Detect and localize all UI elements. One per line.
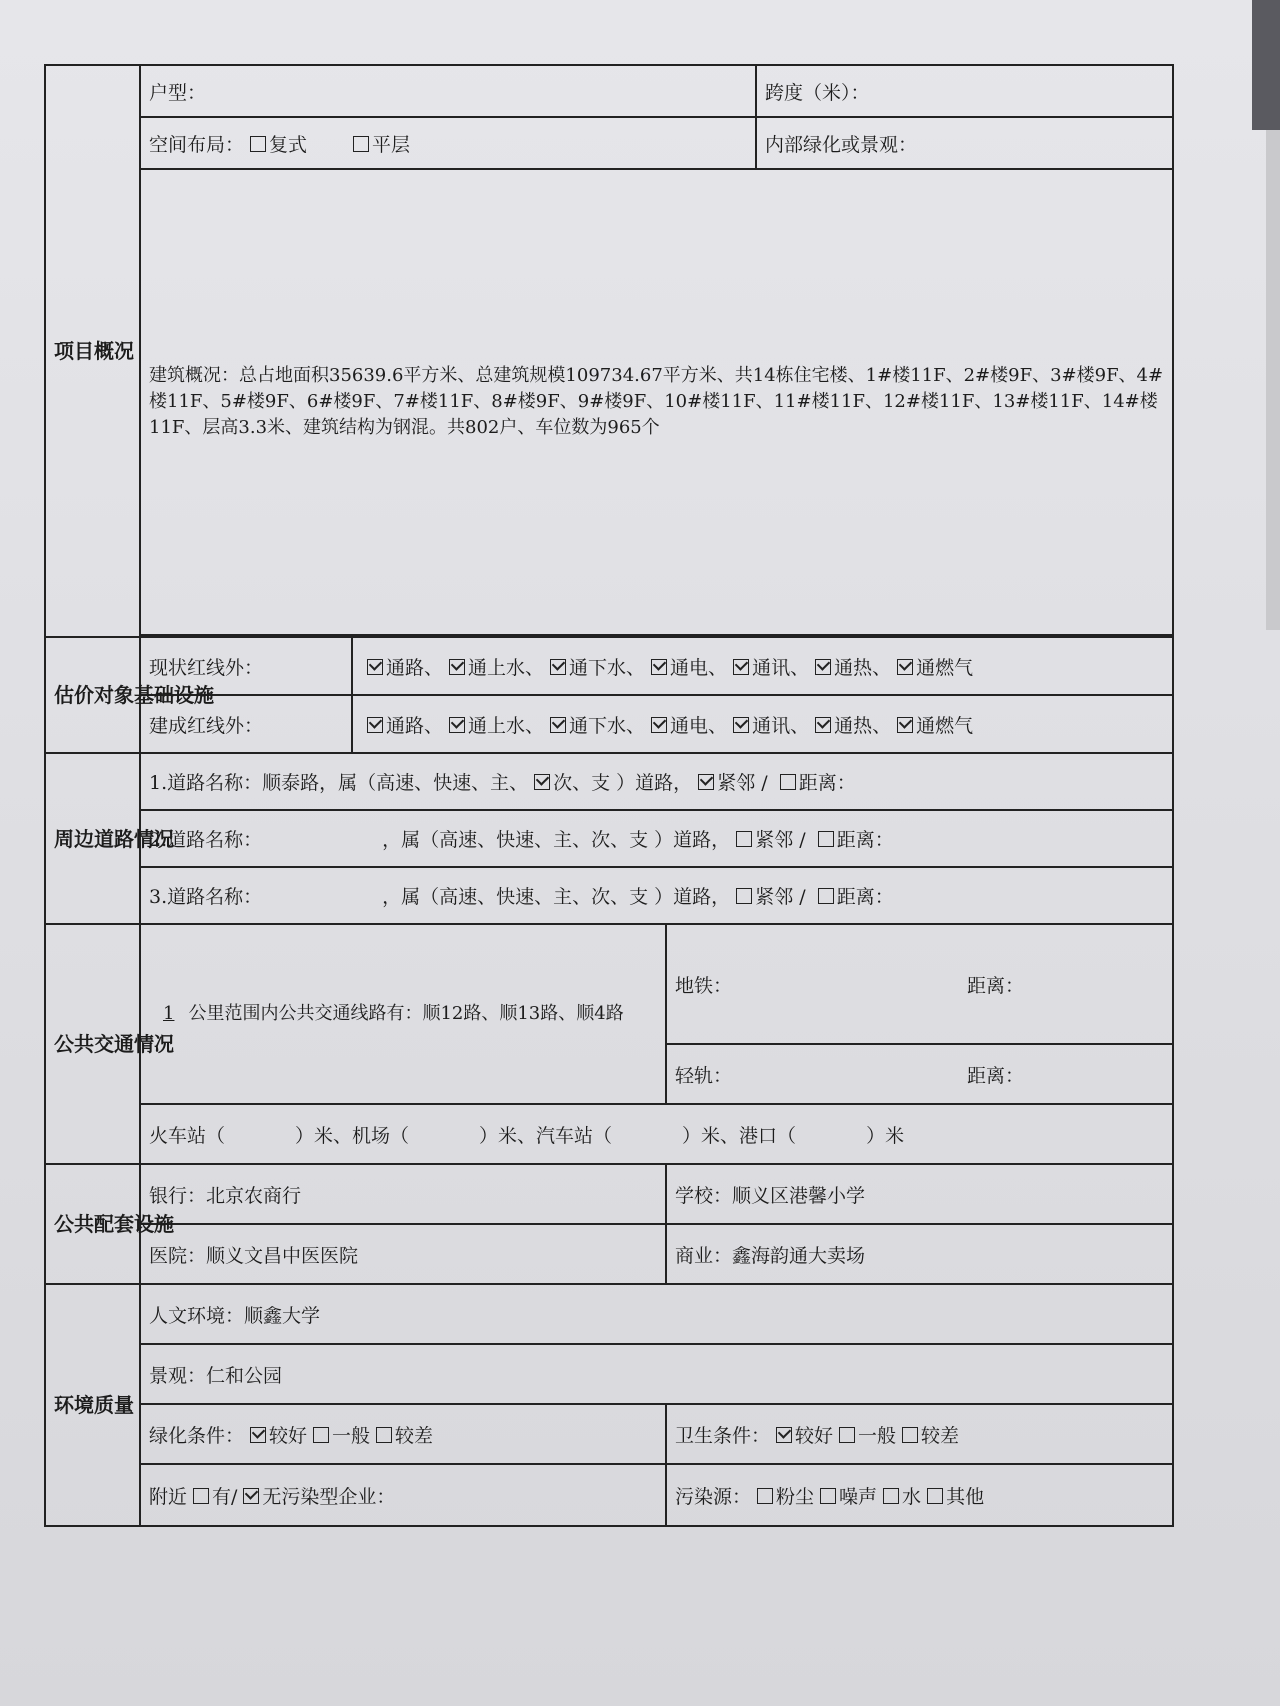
background-object bbox=[1266, 130, 1280, 630]
pollution-source-field bbox=[666, 1464, 1173, 1526]
opt-water-supply: 通上水、 bbox=[468, 656, 545, 679]
checkbox-checked[interactable] bbox=[815, 717, 831, 733]
checkbox-checked[interactable] bbox=[651, 717, 667, 733]
built-redline-label: 建成红线外： bbox=[140, 695, 352, 753]
subway-field bbox=[666, 924, 1173, 1044]
good-label: 较好 bbox=[795, 1424, 834, 1447]
adjacent-label: 紧邻 bbox=[755, 829, 794, 851]
adjacent-checkbox[interactable] bbox=[698, 774, 714, 790]
hospital-field: 医院：顺义文昌中医医院 bbox=[140, 1224, 666, 1284]
opt-telecom: 通讯、 bbox=[752, 656, 810, 679]
checkbox-checked[interactable] bbox=[550, 659, 566, 675]
other-label: 其他 bbox=[946, 1485, 985, 1508]
port-label: ）米、港口（ bbox=[682, 1124, 797, 1147]
opt-road: 通路、 bbox=[386, 656, 444, 679]
opt-road: 通路、 bbox=[386, 714, 444, 737]
section-project: 项目概况 bbox=[45, 65, 140, 637]
meters-suffix: ）米 bbox=[866, 1124, 905, 1147]
opt-power: 通电、 bbox=[670, 656, 728, 679]
noise-label: 噪声 bbox=[839, 1485, 878, 1508]
poor-label: 较差 bbox=[921, 1424, 960, 1447]
checkbox-checked[interactable] bbox=[733, 659, 749, 675]
hygiene-good-checkbox[interactable] bbox=[776, 1427, 792, 1443]
distance-label: 距离： bbox=[836, 886, 894, 908]
checkbox-checked[interactable] bbox=[897, 659, 913, 675]
distance-checkbox[interactable] bbox=[780, 774, 796, 790]
opt-drainage: 通下水、 bbox=[569, 656, 646, 679]
pollution-label: 污染源： bbox=[675, 1485, 752, 1508]
no-pollution-label: 无污染型企业： bbox=[262, 1485, 396, 1508]
distance-label: 距离： bbox=[798, 772, 856, 794]
adjacent-label: 紧邻 bbox=[717, 772, 756, 794]
checkbox-checked[interactable] bbox=[651, 659, 667, 675]
school-field: 学校：顺义区港馨小学 bbox=[666, 1164, 1173, 1224]
unit-type-field[interactable]: 户型： bbox=[140, 65, 756, 117]
section-infrastructure: 估价对象基础设施 bbox=[45, 637, 140, 753]
opt-water-supply: 通上水、 bbox=[468, 714, 545, 737]
section-environment: 环境质量 bbox=[45, 1284, 140, 1526]
checkbox-checked[interactable] bbox=[897, 717, 913, 733]
no-pollution-checkbox[interactable] bbox=[243, 1488, 259, 1504]
station-distances bbox=[140, 1104, 1173, 1164]
noise-checkbox[interactable] bbox=[820, 1488, 836, 1504]
checkbox-checked[interactable] bbox=[534, 774, 550, 790]
good-label: 较好 bbox=[269, 1424, 308, 1447]
road-2-type: ，属（高速、快速、主、次、支 ）道路， bbox=[382, 829, 731, 851]
bank-field: 银行：北京农商行 bbox=[140, 1164, 666, 1224]
flat-checkbox[interactable] bbox=[353, 136, 369, 152]
section-facilities: 公共配套设施 bbox=[45, 1164, 140, 1284]
light-rail-distance-label: 距离： bbox=[967, 1064, 1025, 1087]
poor-label: 较差 bbox=[395, 1424, 434, 1447]
section-transit: 公共交通情况 bbox=[45, 924, 140, 1164]
airport-label: ）米、机场（ bbox=[295, 1124, 410, 1147]
commerce-field: 商业：鑫海韵通大卖场 bbox=[666, 1224, 1173, 1284]
road-1-type: 次、支 ）道路， bbox=[553, 772, 693, 794]
road-2-label: 2.道路名称： bbox=[149, 829, 263, 851]
has-label: 有/ bbox=[212, 1485, 238, 1508]
light-rail-label: 轻轨： bbox=[675, 1064, 733, 1087]
has-checkbox[interactable] bbox=[193, 1488, 209, 1504]
hygiene-label: 卫生条件： bbox=[675, 1424, 771, 1447]
nearby-label: 附近 bbox=[149, 1485, 188, 1508]
normal-label: 一般 bbox=[858, 1424, 897, 1447]
road-row-1 bbox=[140, 753, 1173, 810]
opt-telecom: 通讯、 bbox=[752, 714, 810, 737]
distance-checkbox[interactable] bbox=[818, 831, 834, 847]
hygiene-poor-checkbox[interactable] bbox=[902, 1427, 918, 1443]
duplex-label: 复式 bbox=[269, 133, 308, 156]
slash: / bbox=[793, 829, 812, 851]
opt-heating: 通热、 bbox=[834, 714, 892, 737]
greening-field bbox=[140, 1404, 666, 1464]
road-row-2 bbox=[140, 810, 1173, 867]
road-3-label: 3.道路名称： bbox=[149, 886, 263, 908]
checkbox-checked[interactable] bbox=[815, 659, 831, 675]
building-overview bbox=[140, 169, 1173, 635]
checkbox-checked[interactable] bbox=[550, 717, 566, 733]
slash: / bbox=[793, 886, 812, 908]
road-1-text: 1.道路名称：顺泰路，属（高速、快速、主、 bbox=[149, 772, 529, 794]
checkbox-checked[interactable] bbox=[367, 717, 383, 733]
dust-checkbox[interactable] bbox=[757, 1488, 773, 1504]
current-redline-label: 现状红线外： bbox=[140, 637, 352, 695]
distance-checkbox[interactable] bbox=[818, 888, 834, 904]
appraisal-form-table bbox=[44, 64, 1174, 1527]
layout-field bbox=[140, 117, 756, 169]
opt-gas: 通燃气 bbox=[916, 714, 974, 737]
hygiene-normal-checkbox[interactable] bbox=[839, 1427, 855, 1443]
current-redline-options bbox=[352, 637, 1173, 695]
opt-power: 通电、 bbox=[670, 714, 728, 737]
water-label: 水 bbox=[902, 1485, 922, 1508]
bus-radius-km: 1 bbox=[163, 1003, 175, 1024]
greening-label: 绿化条件： bbox=[149, 1424, 245, 1447]
adjacent-checkbox[interactable] bbox=[736, 831, 752, 847]
adjacent-label: 紧邻 bbox=[755, 886, 794, 908]
pollution-enterprise-field bbox=[140, 1464, 666, 1526]
greening-poor-checkbox[interactable] bbox=[376, 1427, 392, 1443]
subway-distance-label: 距离： bbox=[967, 974, 1025, 997]
bus-station-label: ）米、汽车站（ bbox=[479, 1124, 613, 1147]
scenery-field: 景观：仁和公园 bbox=[140, 1344, 1173, 1404]
slash: / bbox=[755, 772, 774, 794]
dust-label: 粉尘 bbox=[776, 1485, 815, 1508]
background-object bbox=[1252, 0, 1280, 130]
water-checkbox[interactable] bbox=[883, 1488, 899, 1504]
greening-good-checkbox[interactable] bbox=[250, 1427, 266, 1443]
opt-gas: 通燃气 bbox=[916, 656, 974, 679]
light-rail-field bbox=[666, 1044, 1173, 1104]
checkbox-checked[interactable] bbox=[733, 717, 749, 733]
normal-label: 一般 bbox=[332, 1424, 371, 1447]
adjacent-checkbox[interactable] bbox=[736, 888, 752, 904]
duplex-checkbox[interactable] bbox=[250, 136, 266, 152]
opt-heating: 通热、 bbox=[834, 656, 892, 679]
checkbox-checked[interactable] bbox=[449, 717, 465, 733]
green-landscape-field[interactable]: 内部绿化或景观： bbox=[756, 117, 1173, 169]
section-roads: 周边道路情况 bbox=[45, 753, 140, 924]
distance-label: 距离： bbox=[836, 829, 894, 851]
road-3-type: ，属（高速、快速、主、次、支 ）道路， bbox=[382, 886, 731, 908]
hygiene-field bbox=[666, 1404, 1173, 1464]
layout-label: 空间布局： bbox=[149, 133, 245, 156]
greening-normal-checkbox[interactable] bbox=[313, 1427, 329, 1443]
bus-lines bbox=[140, 924, 666, 1104]
bus-lines-text: 公里范围内公共交通线路有：顺12路、顺13路、顺4路 bbox=[188, 1003, 624, 1024]
checkbox-checked[interactable] bbox=[449, 659, 465, 675]
checkbox-checked[interactable] bbox=[367, 659, 383, 675]
span-field[interactable]: 跨度（米）： bbox=[756, 65, 1173, 117]
train-station-label: 火车站（ bbox=[149, 1124, 226, 1147]
flat-label: 平层 bbox=[372, 133, 411, 156]
road-row-3 bbox=[140, 867, 1173, 924]
built-redline-options bbox=[352, 695, 1173, 753]
subway-label: 地铁： bbox=[675, 974, 733, 997]
overview-text: 建筑概况：总占地面积35639.6平方米、总建筑规模109734.67平方米、共14栋住宅楼、1#楼11F、2#楼9F、3#楼9F、4#楼11F、5#楼9F、6#楼9F、7#楼11F、8#楼9F、9#楼9F、10#楼11F、11#楼11F、12#楼11F、13#楼11F、14#楼11F、层高3.3米、建筑结构为钢混。共802户、车位数为965个 bbox=[149, 365, 1164, 438]
culture-field: 人文环境：顺鑫大学 bbox=[140, 1284, 1173, 1344]
opt-drainage: 通下水、 bbox=[569, 714, 646, 737]
other-checkbox[interactable] bbox=[927, 1488, 943, 1504]
